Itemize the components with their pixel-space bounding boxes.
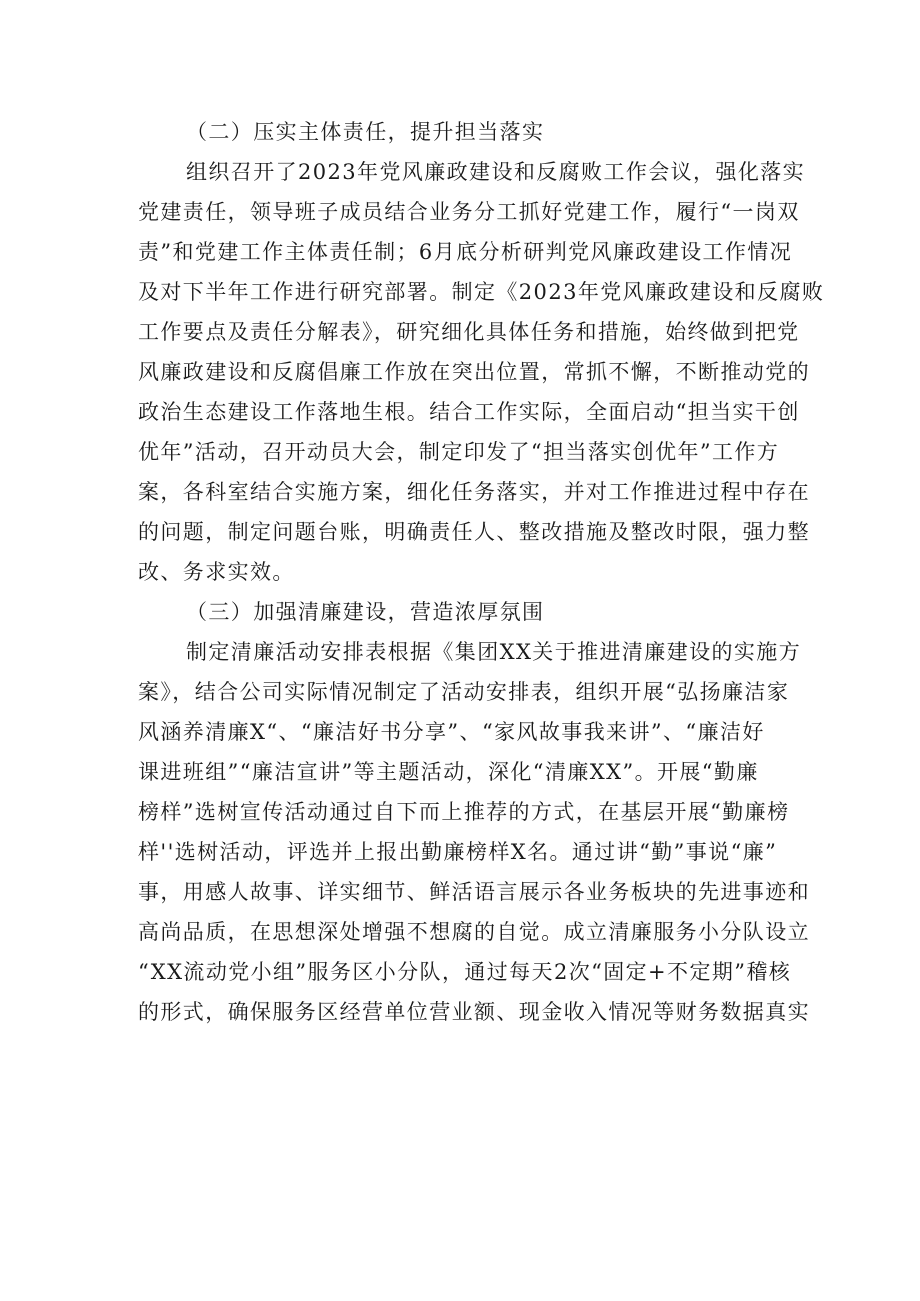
section-heading-2: （二）压实主体责任，提升担当落实 — [186, 120, 545, 144]
paragraph-line: 优年”活动，召开动员大会，制定印发了“担当落实创优年”工作方 — [138, 440, 780, 464]
paragraph-line: 高尚品质，在思想深处增强不想腐的自觉。成立清廉服务小分队设立 — [138, 920, 810, 944]
paragraph-line: 样''选树活动，评选并上报出勤廉榜样X名。通过讲“勤”事说“廉” — [138, 840, 778, 864]
paragraph-line: 风廉政建设和反腐倡廉工作放在突出位置，常抓不懈，不断推动党的 — [138, 360, 810, 384]
paragraph-line: 案》，结合公司实际情况制定了活动安排表，组织开展“弘扬廉洁家 — [138, 680, 790, 704]
paragraph-line: 案，各科室结合实施方案，细化任务落实，并对工作推进过程中存在 — [138, 480, 810, 504]
paragraph-line: 组织召开了2023年党风廉政建设和反腐败工作会议，强化落实 — [186, 160, 806, 184]
paragraph-line: 责”和党建工作主体责任制；6月底分析研判党风廉政建设工作情况 — [138, 240, 793, 264]
paragraph-line: 及对下半年工作进行研究部署。制定《2023年党风廉政建设和反腐败 — [138, 280, 825, 304]
paragraph-line: 课进班组”“廉洁宣讲”等主题活动，深化“清廉XX”。开展“勤廉 — [138, 760, 759, 784]
section-heading-3: （三）加强清廉建设，营造浓厚氛围 — [186, 600, 545, 624]
paragraph-line: 风涵养清廉X“、“廉洁好书分享”、“家风故事我来讲”、“廉洁好 — [138, 720, 765, 744]
paragraph-line: 改、务求实效。 — [138, 560, 295, 584]
paragraph-line: 党建责任，领导班子成员结合业务分工抓好党建工作，履行“一岗双 — [138, 200, 800, 224]
paragraph-line: 制定清廉活动安排表根据《集团XX关于推进清廉建设的实施方 — [186, 640, 802, 664]
paragraph-line: 的问题，制定问题台账，明确责任人、整改措施及整改时限，强力整 — [138, 520, 810, 544]
paragraph-line: 工作要点及责任分解表》，研究细化具体任务和措施，始终做到把党 — [138, 320, 800, 344]
document-body — [138, 112, 825, 1032]
paragraph-line: 政治生态建设工作落地生根。结合工作实际，全面启动“担当实干创 — [138, 400, 800, 424]
paragraph-line: 事，用感人故事、详实细节、鲜活语言展示各业务板块的先进事迹和 — [138, 880, 810, 904]
paragraph-line: “XX流动党小组”服务区小分队，通过每天2次“固定+不定期”稽核 — [138, 960, 792, 984]
paragraph-line: 榜样”选树宣传活动通过自下而上推荐的方式，在基层开展“勤廉榜 — [138, 800, 790, 824]
paragraph-line: 的形式，确保服务区经营单位营业额、现金收入情况等财务数据真实 — [138, 1000, 810, 1024]
